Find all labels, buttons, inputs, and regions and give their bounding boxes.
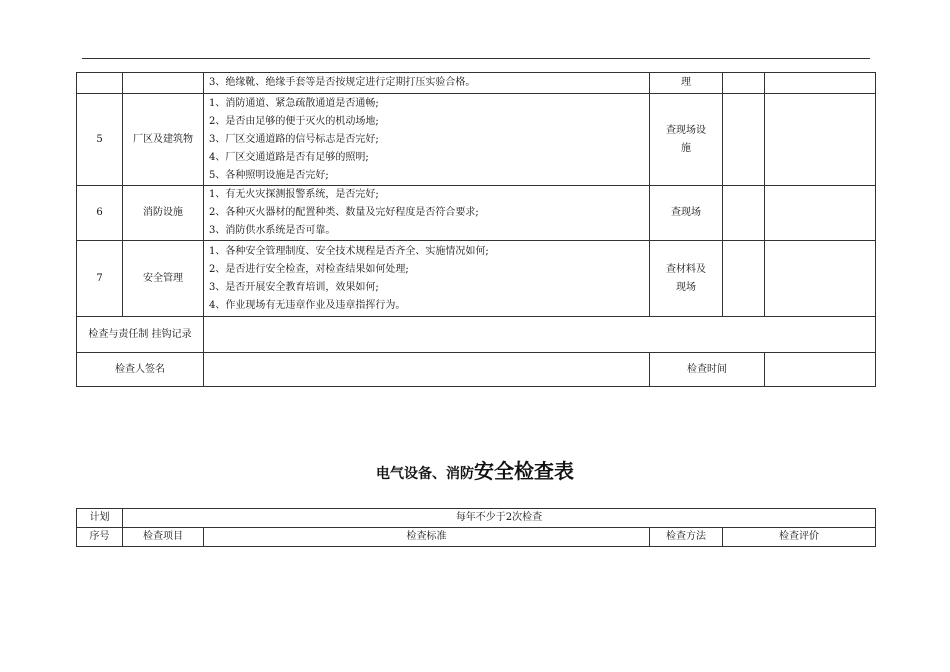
check-item-cell: 消防设施 [123, 186, 204, 241]
standard-line: 1、消防通道、紧急疏散通道是否通畅; [209, 97, 379, 109]
check-method-cell: 理 [650, 73, 723, 94]
standard-line: 2、是否进行安全检查，对检查结果如何处理; [209, 263, 409, 275]
signature-label-cell: 检查人签名 [77, 353, 204, 387]
page-title [0, 455, 950, 484]
time-value-cell [765, 353, 876, 387]
table-row [77, 353, 876, 387]
title-prefix: 电气设备、消防 [376, 466, 474, 482]
standard-line: 2、各种灭火器材的配置种类、数量及完好程度是否符合要求; [209, 207, 479, 218]
standard-line: 2、是否由足够的便于灭火的机动场地; [209, 115, 379, 127]
blank-cell [723, 94, 765, 186]
check-item-cell: 安全管理 [123, 241, 204, 317]
header-item: 检查项目 [123, 528, 204, 547]
check-item-cell [123, 73, 204, 94]
blank-cell [723, 241, 765, 317]
table-row [77, 317, 876, 353]
header-rule [82, 58, 870, 59]
time-label-cell: 检查时间 [650, 353, 765, 387]
check-item-cell: 厂区及建筑物 [123, 94, 204, 186]
header-row [77, 528, 876, 547]
table-row [77, 241, 876, 317]
checklist-table-continued [76, 72, 876, 387]
evaluation-cell [765, 241, 876, 317]
record-label-cell: 检查与责任制 挂钩记录 [77, 317, 204, 353]
row-number-cell: 6 [77, 186, 123, 241]
row-number-cell [77, 73, 123, 94]
evaluation-cell [765, 73, 876, 94]
table-row [77, 186, 876, 241]
standard-line: 1、各种安全管理制度、安全技术规程是否齐全、实施情况如何; [209, 245, 489, 257]
plan-row [77, 509, 876, 528]
check-standard-cell [204, 94, 650, 186]
table-row [77, 94, 876, 186]
table-row [77, 73, 876, 94]
plan-label-cell: 计划 [77, 509, 123, 528]
evaluation-cell [765, 94, 876, 186]
check-method-cell: 查现场 [650, 186, 723, 241]
title-suffix: 安全检查表 [474, 459, 574, 483]
standard-line: 5、各种照明设施是否完好; [209, 169, 329, 181]
row-number-cell: 5 [77, 94, 123, 186]
check-method-cell: 查材料及现场 [650, 241, 723, 317]
signature-value-cell [204, 353, 650, 387]
plan-value-cell: 每年不少于2次检查 [123, 509, 876, 528]
standard-line: 3、厂区交通道路的信号标志是否完好; [209, 133, 379, 145]
blank-cell [723, 73, 765, 94]
header-evaluation: 检查评价 [723, 528, 876, 547]
header-method: 检查方法 [650, 528, 723, 547]
standard-line: 4、厂区交通道路是否有足够的照明; [209, 151, 369, 163]
standard-line: 3、消防供水系统是否可靠。 [209, 225, 336, 236]
evaluation-cell [765, 186, 876, 241]
standard-line: 3、是否开展安全教育培训，效果如何; [209, 281, 379, 293]
standard-line: 4、作业现场有无违章作业及违章指挥行为。 [209, 299, 406, 311]
header-no: 序号 [77, 528, 123, 547]
check-standard-cell [204, 241, 650, 317]
check-method-cell: 查现场设施 [650, 94, 723, 186]
header-standard: 检查标准 [204, 528, 650, 547]
row-number-cell: 7 [77, 241, 123, 317]
standard-line: 1、有无火灾探测报警系统，是否完好; [209, 189, 379, 200]
check-standard-cell [204, 186, 650, 241]
record-value-cell [204, 317, 876, 353]
blank-cell [723, 186, 765, 241]
check-standard-cell: 3、绝缘靴、绝缘手套等是否按规定进行定期打压实验合格。 [204, 73, 650, 94]
checklist-table [76, 508, 876, 547]
